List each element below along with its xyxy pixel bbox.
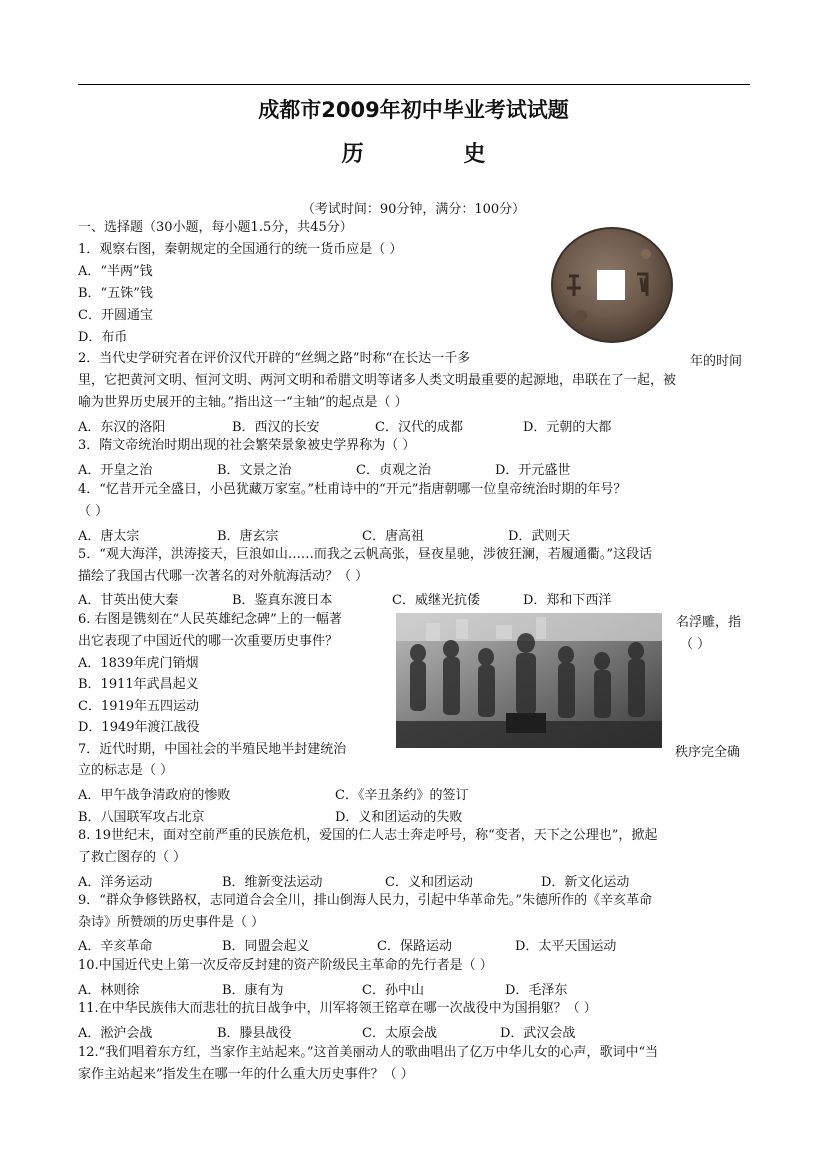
q6-answer-paren: （ ） bbox=[680, 637, 711, 652]
q4-option-a: A．唐太宗 bbox=[78, 529, 140, 544]
header-rule bbox=[78, 84, 750, 85]
q9-option-b: B．同盟会起义 bbox=[222, 939, 310, 954]
q2-line-3: 喻为世界历史展开的主轴。”指出这一“主轴”的起点是（ ） bbox=[78, 395, 408, 410]
q3-option-d: D．开元盛世 bbox=[495, 463, 571, 478]
exam-title: 成都市2009年初中毕业考试试题 bbox=[258, 98, 569, 122]
q1-option-c: C．开圆通宝 bbox=[78, 308, 153, 323]
q9-option-c: C．保路运动 bbox=[377, 939, 452, 954]
q5-option-c: C．威继光抗倭 bbox=[392, 593, 480, 608]
q5-line-1: 5．“观大海洋，洪涛接天，巨浪如山……而我之云帆高张，昼夜星驰，涉彼狂澜，若履通衢。”这段话 bbox=[78, 547, 653, 562]
q6-line-1-end: 名浮雕，指 bbox=[676, 615, 742, 630]
q6-option-b: B．1911年武昌起义 bbox=[78, 677, 199, 692]
q1-option-a: A．“半两”钱 bbox=[78, 264, 153, 279]
monument-relief-image bbox=[396, 613, 662, 748]
q7-option-c: C．《辛丑条约》的签订 bbox=[335, 788, 469, 803]
ban-liang-coin-image bbox=[551, 226, 673, 344]
q6-option-c: C．1919年五四运动 bbox=[78, 699, 200, 714]
q9-option-d: D．太平天国运动 bbox=[515, 939, 617, 954]
exam-info: （考试时间：90分钟，满分：100分） bbox=[301, 202, 526, 217]
q2-option-c: C．汉代的成都 bbox=[375, 420, 463, 435]
q2-option-b: B．西汉的长安 bbox=[232, 420, 320, 435]
q10-option-d: D．毛泽东 bbox=[505, 983, 568, 998]
q1-option-d: D．布币 bbox=[78, 330, 128, 345]
q6-option-d: D．1949年渡江战役 bbox=[78, 720, 200, 735]
q5-line-2: 描绘了我国古代哪一次著名的对外航海活动？（ ） bbox=[78, 569, 369, 584]
q10-option-b: B．康有为 bbox=[222, 983, 284, 998]
q11-stem: 11.在中华民族伟大而悲壮的抗日战争中，川军将领王铭章在哪一次战役中为国捐躯？（ ） bbox=[78, 1001, 597, 1016]
q8-option-d: D．新文化运动 bbox=[541, 875, 630, 890]
q1-option-b: B．“五铢”钱 bbox=[78, 286, 153, 301]
q10-option-a: A．林则徐 bbox=[78, 983, 140, 998]
q8-option-a: A．洋务运动 bbox=[78, 875, 153, 890]
q2-line-1-end: 年的时间 bbox=[690, 354, 743, 369]
q6-option-a: A．1839年虎门销烟 bbox=[78, 656, 199, 671]
q10-stem: 10.中国近代史上第一次反帝反封建的资产阶级民主革命的先行者是（ ） bbox=[78, 958, 493, 973]
section-heading: 一、选择题（30小题，每小题1.5分，共45分） bbox=[78, 220, 353, 235]
q4-line-1: 4．“忆昔开元全盛日，小邑犹藏万家室。”杜甫诗中的“开元”指唐朝哪一位皇帝统治时期的年号？ bbox=[78, 482, 627, 497]
q8-option-c: C．义和团运动 bbox=[385, 875, 473, 890]
q12-line-2: 家作主站起来”指发生在哪一年的什么重大历史事件？（ ） bbox=[78, 1067, 414, 1082]
q5-option-d: D．郑和下西洋 bbox=[523, 593, 612, 608]
q7-line-2: 立的标志是（ ） bbox=[78, 763, 174, 778]
q3-option-a: A．开皇之治 bbox=[78, 463, 153, 478]
q11-option-b: B．滕县战役 bbox=[217, 1026, 292, 1041]
q1-stem: 1．观察右图，秦朝规定的全国通行的统一货币应是（ ） bbox=[78, 242, 403, 257]
q4-option-b: B．唐玄宗 bbox=[217, 529, 279, 544]
q11-option-a: A．淞沪会战 bbox=[78, 1026, 153, 1041]
q10-option-c: C．孙中山 bbox=[362, 983, 424, 998]
q9-line-1: 9．“群众争修铁路权，志同道合会全川，排山倒海人民力，引起中华革命先。”朱德所作的《辛亥革命 bbox=[78, 893, 653, 908]
q6-line-2: 出它表现了中国近代的哪一次重要历史事件？ bbox=[78, 634, 339, 649]
q3-stem: 3．隋文帝统治时期出现的社会繁荣景象被史学界称为（ ） bbox=[78, 438, 416, 453]
q8-line-1: 8. 19世纪末，面对空前严重的民族危机，爱国的仁人志士奔走呼号，称“变者，天下之公理也”，掀起 bbox=[78, 828, 658, 843]
q11-option-c: C．太原会战 bbox=[362, 1026, 437, 1041]
q5-option-b: B．鉴真东渡日本 bbox=[232, 593, 333, 608]
q7-line-1-end: 秩序完全确 bbox=[675, 745, 741, 760]
q8-option-b: B．维新变法运动 bbox=[222, 875, 323, 890]
q6-line-1: 6. 右图是镌刻在“人民英雄纪念碑”上的一幅著 bbox=[78, 612, 342, 627]
q8-line-2: 了救亡图存的（ ） bbox=[78, 850, 187, 865]
q2-option-a: A．东汉的洛阳 bbox=[78, 420, 166, 435]
q2-option-d: D．元朝的大都 bbox=[523, 420, 612, 435]
subject-title: 历 史 bbox=[341, 142, 532, 167]
q11-option-d: D．武汉会战 bbox=[500, 1026, 576, 1041]
q2-line-2: 里，它把黄河文明、恒河文明、两河文明和希腊文明等诸多人类文明最重要的起源地，串联在了一起，被 bbox=[78, 373, 677, 388]
q4-option-c: C．唐高祖 bbox=[362, 529, 424, 544]
q2-line-1: 2．当代史学研究者在评价汉代开辟的“丝绸之路”时称“在长达一千多 bbox=[78, 351, 471, 366]
q12-line-1: 12.“我们唱着东方红，当家作主站起来。”这首美丽动人的歌曲唱出了亿万中华儿女的心声，歌词中“当 bbox=[78, 1045, 659, 1060]
q7-line-1: 7．近代时期，中国社会的半殖民地半封建统治 bbox=[78, 742, 347, 757]
q3-option-c: C．贞观之治 bbox=[356, 463, 431, 478]
q9-line-2: 杂诗》所赞颂的历史事件是（ ） bbox=[78, 915, 265, 930]
q5-option-a: A．甘英出使大秦 bbox=[78, 593, 179, 608]
q7-option-a: A．甲午战争清政府的惨败 bbox=[78, 788, 231, 803]
q9-option-a: A．辛亥革命 bbox=[78, 939, 153, 954]
q3-option-b: B．文景之治 bbox=[217, 463, 292, 478]
q4-option-d: D．武则天 bbox=[508, 529, 571, 544]
q7-option-b: B．八国联军攻占北京 bbox=[78, 810, 205, 825]
q4-line-2: （ ） bbox=[78, 504, 109, 519]
q7-option-d: D．义和团运动的失败 bbox=[335, 810, 463, 825]
